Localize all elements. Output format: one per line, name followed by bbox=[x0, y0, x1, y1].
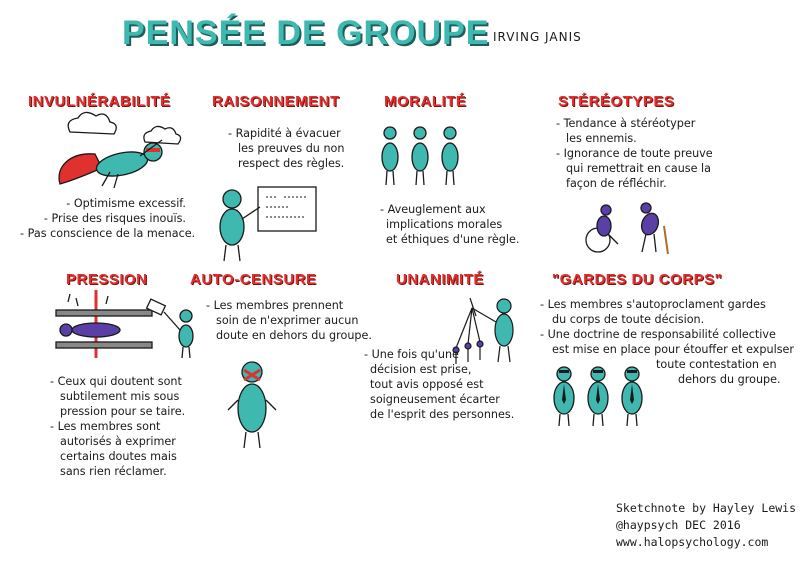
note-invulnerabilite: - Optimisme excessif. - Prise des risques inouïs. - Pas conscience de la menace. bbox=[20, 197, 196, 240]
elderly-figures-icon bbox=[584, 200, 674, 258]
note-pression: - Ceux qui doutent sont subtilement mis sous pression pour se taire. - Les membres sont autorisés à exprimer certains doutes mais sans rien réclamer. bbox=[50, 375, 186, 478]
note-moralite: - Aveuglement aux implications morales et éthiques d'une règle. bbox=[380, 203, 520, 246]
note-autocensure: - Les membres prennent soin de n'exprimer aucun doute en dehors du groupe. bbox=[206, 299, 372, 342]
pressed-figure-icon bbox=[48, 290, 198, 360]
heading-moralite: MORALITÉ bbox=[384, 93, 467, 110]
heading-invulnerabilite: INVULNÉRABILITÉ bbox=[28, 93, 171, 110]
page-title: PENSÉE DE GROUPE bbox=[122, 14, 490, 52]
three-figures-icon bbox=[378, 125, 468, 195]
heading-stereotypes: STÉRÉOTYPES bbox=[558, 93, 675, 110]
note-raisonnement: - Rapidité à évacuer les preuves du non respect des règles. bbox=[228, 127, 345, 170]
heading-pression: PRESSION bbox=[66, 271, 148, 288]
author-name: IRVING JANIS bbox=[493, 30, 582, 44]
heading-autocensure: AUTO-CENSURE bbox=[190, 271, 317, 288]
bodyguards-icon bbox=[548, 364, 648, 430]
note-unanimite: - Une fois qu'une décision est prise, tout avis opposé est soigneusement écarter de l'esprit des personnes. bbox=[364, 348, 515, 421]
presenter-whiteboard-icon bbox=[210, 185, 320, 265]
note-gardes-du-corps: - Les membres s'autoproclament gardes du corps de toute décision. - Une doctrine de responsabilité collective est mise en place pour étouffer et expulser toute contestation en dehors du groupe. bbox=[540, 298, 795, 386]
note-stereotypes: - Tendance à stéréotyper les ennemis. - Ignorance de toute preuve qui remettrait en cause la façon de réfléchir. bbox=[556, 117, 713, 190]
signature: Sketchnote by Hayley Lewis @haypsych DEC 2016 www.halopsychology.com bbox=[616, 501, 797, 549]
heading-gardes-du-corps: "GARDES DU CORPS" bbox=[552, 271, 723, 288]
superhero-flying-icon bbox=[40, 112, 200, 192]
heading-raisonnement: RAISONNEMENT bbox=[212, 93, 340, 110]
silenced-figure-icon bbox=[222, 360, 282, 452]
heading-unanimite: UNANIMITÉ bbox=[396, 271, 484, 288]
